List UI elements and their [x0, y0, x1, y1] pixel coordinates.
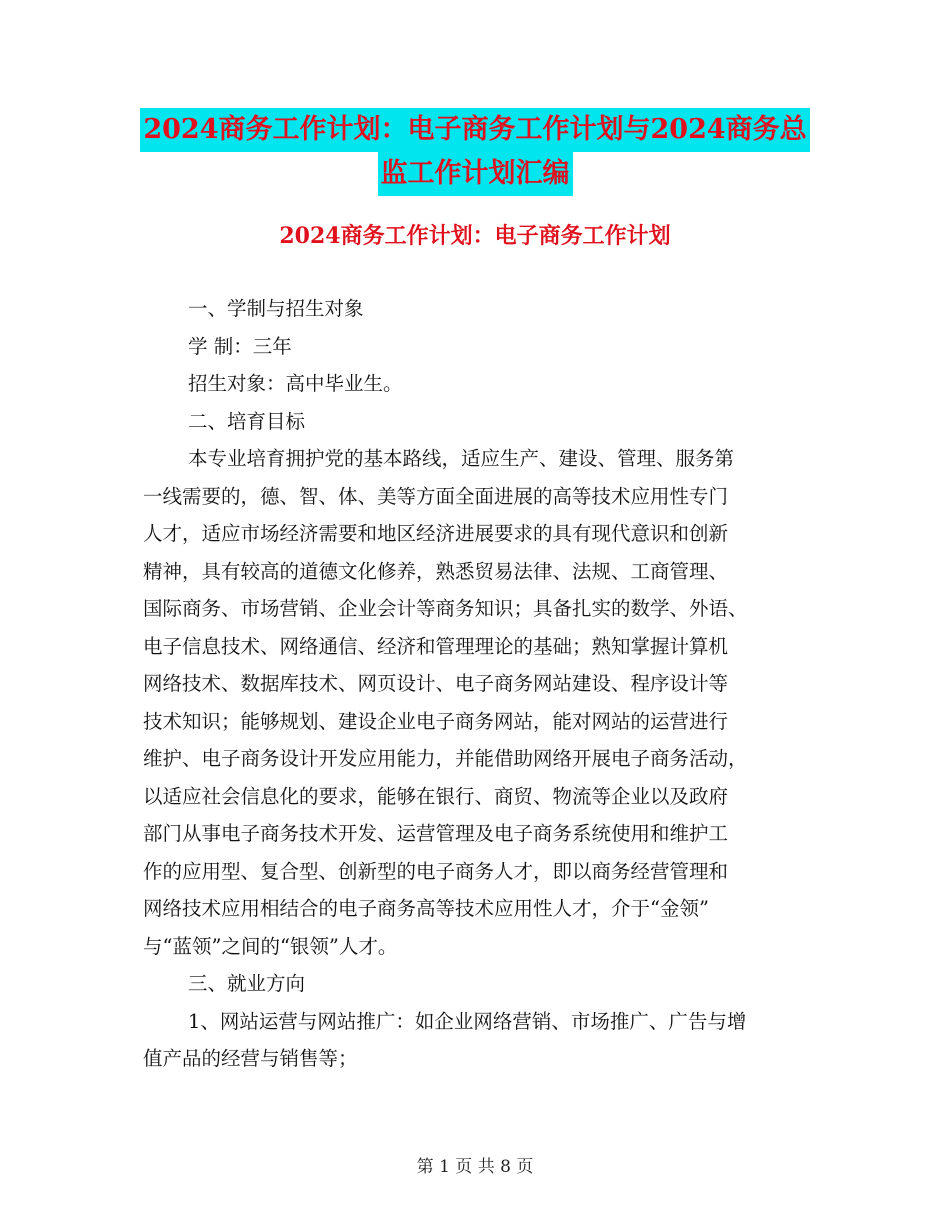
paragraph-line: 网络技术、数据库技术、网页设计、电子商务网站建设、程序设计等 — [143, 672, 729, 695]
text-line: 招生对象：高中毕业生。 — [188, 372, 403, 395]
title-line-2: 监工作计划汇编 — [378, 152, 573, 196]
paragraph-line: 电子信息技术、网络通信、经济和管理理论的基础；熟知掌握计算机 — [143, 634, 729, 658]
document-title — [0, 108, 950, 196]
paragraph-line: 维护、电子商务设计开发应用能力，并能借助网络开展电子商务活动， — [143, 747, 748, 770]
paragraph-line: 作的应用型、复合型、创新型的电子商务人才，即以商务经营管理和 — [143, 859, 729, 883]
body-text — [143, 290, 813, 1078]
paragraph-line: 网络技术应用相结合的电子商务高等技术应用性人才，介于“金领” — [143, 897, 709, 920]
paragraph-line: 部门从事电子商务技术开发、运营管理及电子商务系统使用和维护工 — [143, 822, 729, 845]
title-line-1: 2024商务工作计划：电子商务工作计划与2024商务总 — [140, 108, 809, 152]
paragraph-line: 技术知识；能够规划、建设企业电子商务网站，能对网站的运营进行 — [143, 709, 729, 733]
paragraph-line: 以适应社会信息化的要求，能够在银行、商贸、物流等企业以及政府 — [143, 784, 729, 808]
paragraph-line: 值产品的经营与销售等； — [143, 1047, 358, 1070]
page-footer: 第 1 页 共 8 页 — [416, 1157, 534, 1177]
paragraph-line: 国际商务、市场营销、企业会计等商务知识；具备扎实的数学、外语、 — [143, 597, 748, 620]
heading-enrollment: 一、学制与招生对象 — [188, 297, 364, 320]
section-subtitle: 2024商务工作计划：电子商务工作计划 — [279, 223, 671, 249]
text-line: 学 制：三年 — [188, 334, 292, 358]
paragraph-line: 本专业培育拥护党的基本路线，适应生产、建设、管理、服务第 — [188, 447, 735, 470]
paragraph-line: 一线需要的，德、智、体、美等方面全面进展的高等技术应用性专门 — [143, 484, 729, 508]
paragraph-line: 精神，具有较高的道德文化修养，熟悉贸易法律、法规、工商管理、 — [143, 559, 729, 583]
paragraph-line: 1、网站运营与网站推广：如企业网络营销、市场推广、广告与增 — [188, 1009, 747, 1033]
paragraph-line: 人才，适应市场经济需要和地区经济进展要求的具有现代意识和创新 — [143, 522, 729, 545]
heading-employment: 三、就业方向 — [188, 972, 306, 995]
heading-goals: 二、培育目标 — [188, 409, 306, 433]
paragraph-line: 与“蓝领”之间的“银领”人才。 — [143, 934, 398, 958]
